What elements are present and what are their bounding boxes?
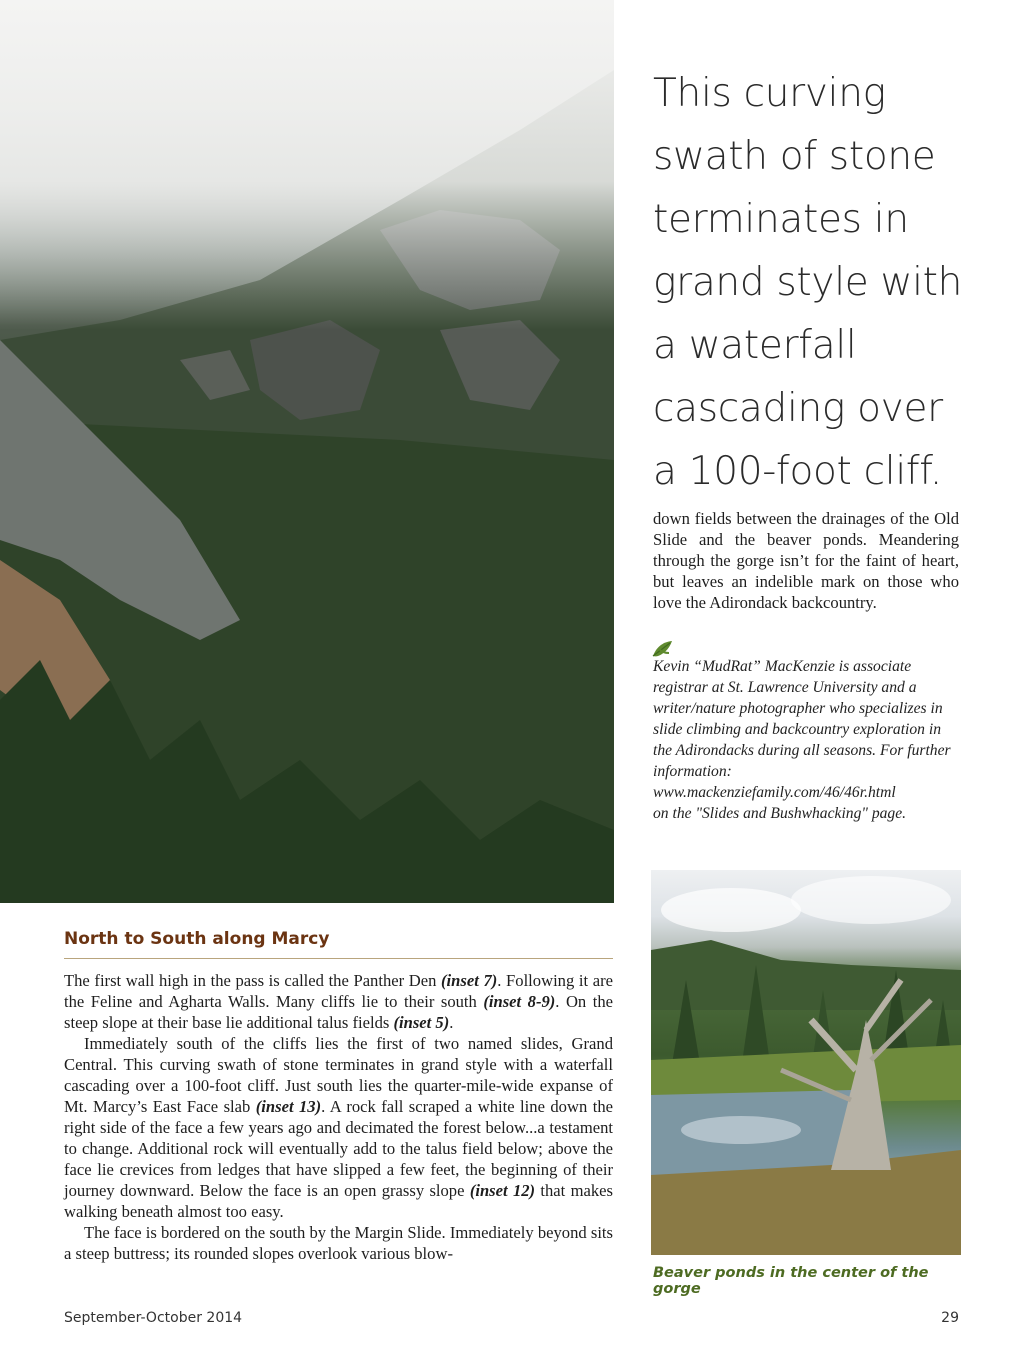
page-number: 29 [941,1310,959,1326]
text-run: . [449,1013,454,1032]
text-run: The first wall high in the pass is called the Panther Den [64,971,442,990]
paragraph [64,970,613,1033]
inset-reference: (inset 13) [255,1097,322,1116]
text-run: . Following it are the Feline and Agharta Walls. Many cliffs lie to their south [64,971,613,1011]
section-heading: North to South along Marcy [64,929,613,959]
photo-caption: Beaver ponds in the center of the gorge [653,1265,929,1297]
text-run: that makes walking beneath almost too easy. [64,1181,613,1221]
article-body [64,970,613,1264]
inset-reference: (inset 5) [393,1013,450,1032]
author-bio-note: on the "Slides and Bushwhacking" page. [653,805,907,822]
text-run: Immediately south of the cliffs lies the first of two named slides, Grand Central. This curving swath of stone terminates in grand style with a waterfall cascading over a 100-foot cliff. Just south lies the quarter-mile-wide expanse of Mt. Marcy’s East Face slab [64,1034,613,1116]
author-bio [653,656,959,824]
text-run: . On the steep slope at their base lie additional talus fields [64,992,614,1032]
author-bio-text: Kevin “MudRat” MacKenzie is associate registrar at St. Lawrence University and a writer/nature photographer who specializes in slide climbing and backcountry exploration in the Adirondacks during all seasons. For further information: www.mackenziefamily.com/46/46r.html [653,658,951,801]
paragraph [64,1222,613,1264]
gorge-mountain-photo [0,0,614,903]
beaver-ponds-photo [651,870,961,1255]
article-continuation-text: down fields between the drainages of the Old Slide and the beaver ponds. Meandering through the gorge isn’t for the faint of heart, but leaves an indelible mark on those who love the Adirondack backcountry. [653,509,959,612]
beaver-ponds-illustration [651,870,961,1255]
gorge-mountain-illustration [0,0,614,903]
paragraph [64,1033,613,1222]
pull-quote: This curving swath of stone terminates in grand style with a waterfall cascading over a 100-foot cliff. [653,71,963,494]
text-run: The face is bordered on the south by the Margin Slide. Immediately beyond sits a steep buttress; its rounded slopes overlook various blow- [64,1223,613,1263]
text-run: . A rock fall scraped a white line down the right side of the face a few years ago and decimated the forest below...a testament to change. Additional rock will eventually add to the talus field below; above the face lie crevices from ledges that have slipped a few feet, the beginning of their journey downward. Below the face is an open grassy slope [64,1097,613,1200]
inset-reference: (inset 8-9) [483,992,556,1011]
issue-date: September-October 2014 [64,1310,243,1326]
inset-reference: (inset 12) [469,1181,536,1200]
inset-reference: (inset 7) [441,971,498,990]
